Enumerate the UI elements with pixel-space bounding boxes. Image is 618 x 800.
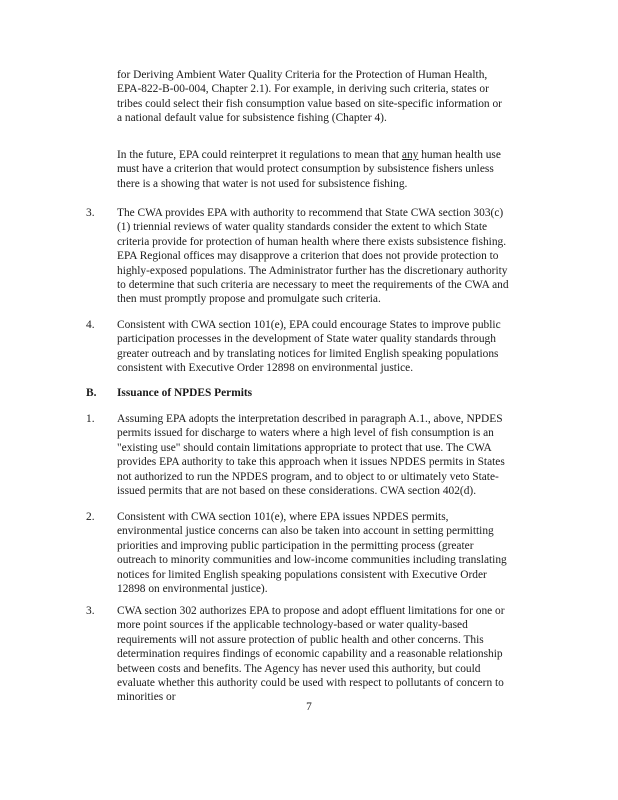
- item-b1-number: 1.: [86, 413, 95, 425]
- section-b-letter: B.: [86, 387, 97, 399]
- item-a4-text: Consistent with CWA section 101(e), EPA could encourage States to improve public participation processes in the development of State water quality standards through greater outreach and by translating notices for limited English speaking populations consistent with Executive Order 12898 on environmental justice.: [117, 319, 501, 375]
- item-b1-text: Assuming EPA adopts the interpretation described in paragraph A.1., above, NPDES permits issued for discharge to waters where a high level of fish consumption is an "existing use" should contain limitations appropriate to protect that use. The CWA provides EPA authority to take this approach when it issues NPDES permits in States not authorized to run the NPDES program, and to object to or ultimately veto State-issued permits that are not based on these considerations. CWA section 402(d).: [117, 413, 505, 498]
- item-a3-text: The CWA provides EPA with authority to recommend that State CWA section 303(c)(1) triennial reviews of water quality standards consider the extent to which State criteria provide for protection of human health where there exists subsistence fishing. EPA Regional offices may disapprove a criterion that does not provide protection to highly-exposed populations. The Administrator further has the discretionary authority to determine that such criteria are necessary to meet the requirements of the CWA and then must promptly propose and promulgate such criteria.: [117, 207, 509, 306]
- future-paragraph: [117, 148, 509, 191]
- continued-paragraph: for Deriving Ambient Water Quality Criteria for the Protection of Human Health, EPA-822-B-00-004, Chapter 2.1). For example, in deriving such criteria, states or tribes could select their fish consumption value based on site-specific information or a national default value for subsistence fishing (Chapter 4).: [117, 69, 502, 125]
- item-b3-number: 3.: [86, 605, 95, 617]
- item-a4-number: 4.: [86, 319, 95, 331]
- item-b2-text: Consistent with CWA section 101(e), where EPA issues NPDES permits, environmental justice concerns can also be taken into account in setting permitting priorities and improving public participation in the permitting process (greater outreach to minority communities and low-income communities including translating notices for limited English speaking populations consistent with Executive Order 12898 on environmental justice).: [117, 511, 507, 596]
- page-number: 7: [306, 701, 312, 713]
- future-paragraph-before: In the future, EPA could reinterpret it regulations to mean that: [117, 149, 402, 161]
- future-paragraph-emphasis: any: [401, 149, 419, 161]
- item-b2-number: 2.: [86, 511, 95, 523]
- section-b-heading: Issuance of NPDES Permits: [117, 387, 253, 399]
- item-a3-number: 3.: [86, 207, 95, 219]
- item-b3-text: CWA section 302 authorizes EPA to propose and adopt effluent limitations for one or more point sources if the applicable technology-based or water quality-based requirements will not assure protection of public health and other concerns. This determination requires findings of economic capability and a reasonable relationship between costs and benefits. The Agency has never used this authority, but could evaluate whether this authority could be used with respect to pollutants of concern to minorities or: [117, 605, 505, 704]
- future-paragraph-after: human health use must have a criterion that would protect consumption by subsistence fishers unless there is a showing that water is not used for subsistence fishing.: [117, 149, 501, 190]
